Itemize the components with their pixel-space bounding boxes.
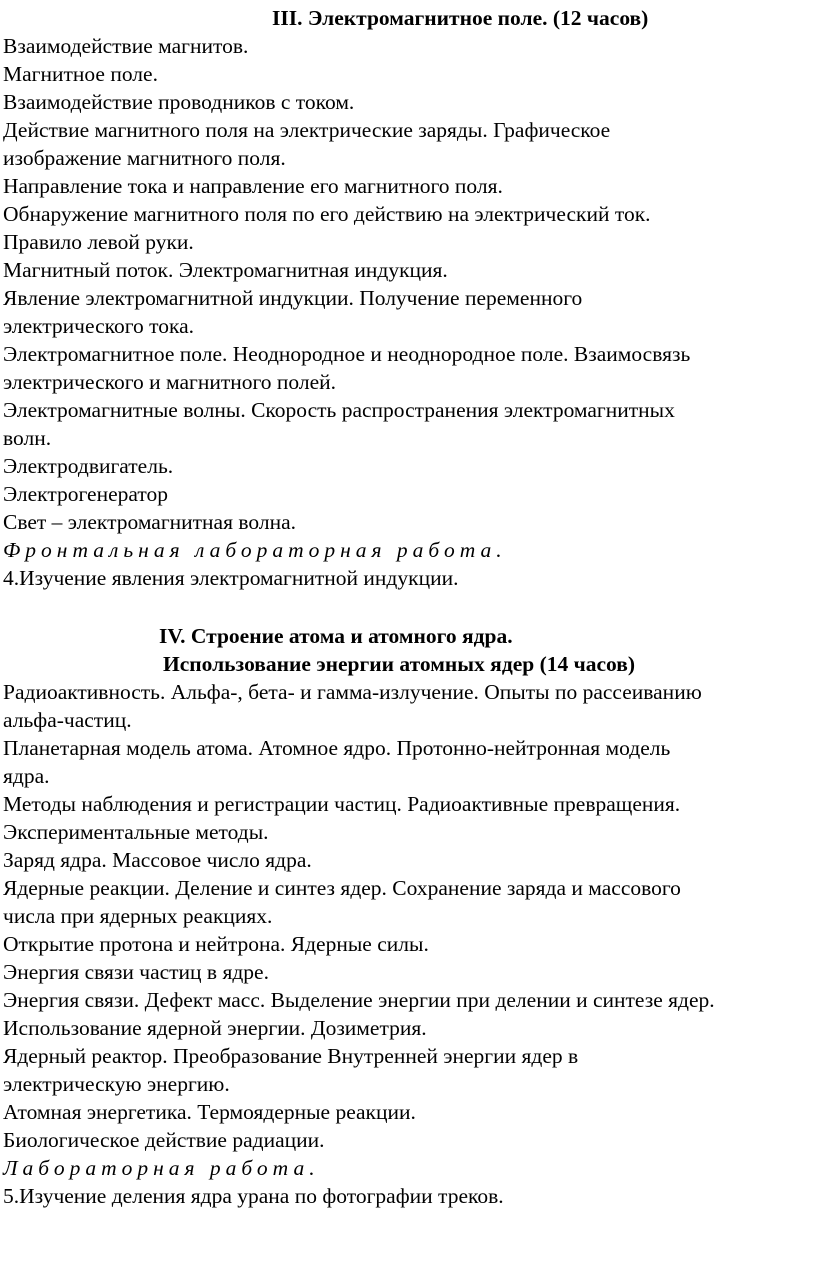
section4-line: Энергия связи частиц в ядре. — [3, 960, 269, 984]
section3-line: Взаимодействие проводников с током. — [3, 90, 355, 114]
section3-line: волн. — [3, 426, 52, 450]
section4-lab-heading: Лабораторная работа. — [3, 1156, 320, 1180]
section3-line: Электромагнитные волны. Скорость распространения электромагнитных — [3, 398, 675, 422]
section3-line: Электродвигатель. — [3, 454, 174, 478]
section4-line: Радиоактивность. Альфа-, бета- и гамма-излучение. Опыты по рассеиванию — [3, 680, 702, 704]
section4-heading-line2: Использование энергии атомных ядер (14 часов) — [163, 652, 636, 676]
section4-line: Биологическое действие радиации. — [3, 1128, 325, 1152]
section3-line: Явление электромагнитной индукции. Получение переменного — [3, 286, 583, 310]
section4-line: Планетарная модель атома. Атомное ядро. Протонно-нейтронная модель — [3, 736, 671, 760]
section3-line: Свет – электромагнитная волна. — [3, 510, 296, 534]
section4-line: Энергия связи. Дефект масс. Выделение энергии при делении и синтезе ядер. — [3, 988, 715, 1012]
section4-line: числа при ядерных реакциях. — [3, 904, 273, 928]
section3-line: Электрогенератор — [3, 482, 168, 506]
section3-line: Обнаружение магнитного поля по его действию на электрический ток. — [3, 202, 651, 226]
section3-line: электрического тока. — [3, 314, 195, 338]
section3-lab-heading: Фронтальная лабораторная работа. — [3, 538, 507, 562]
section3-line: Правило левой руки. — [3, 230, 194, 254]
section3-line: Магнитное поле. — [3, 62, 158, 86]
section4-line: ядра. — [3, 764, 50, 788]
section4-line: альфа-частиц. — [3, 708, 132, 732]
section4-line: электрическую энергию. — [3, 1072, 230, 1096]
section4-line: Открытие протона и нейтрона. Ядерные силы. — [3, 932, 429, 956]
section4-line: Атомная энергетика. Термоядерные реакции. — [3, 1100, 416, 1124]
section3-line: Взаимодействие магнитов. — [3, 34, 249, 58]
section4-line: Ядерные реакции. Деление и синтез ядер. Сохранение заряда и массового — [3, 876, 681, 900]
section3-line: Действие магнитного поля на электрические заряды. Графическое — [3, 118, 611, 142]
section4-line: Заряд ядра. Массовое число ядра. — [3, 848, 312, 872]
section4-line: Ядерный реактор. Преобразование Внутренней энергии ядер в — [3, 1044, 579, 1068]
section4-line: Методы наблюдения и регистрации частиц. Радиоактивные превращения. — [3, 792, 681, 816]
section3-line: Магнитный поток. Электромагнитная индукция. — [3, 258, 448, 282]
section4-lab-item: 5.Изучение деления ядра урана по фотографии треков. — [3, 1184, 504, 1208]
section3-line: Направление тока и направление его магнитного поля. — [3, 174, 503, 198]
section4-heading-line1: IV. Строение атома и атомного ядра. — [159, 624, 513, 648]
section4-line: Использование ядерной энергии. Дозиметрия. — [3, 1016, 427, 1040]
section3-heading: III. Электромагнитное поле. (12 часов) — [272, 6, 649, 30]
section3-line: изображение магнитного поля. — [3, 146, 286, 170]
section4-line: Экспериментальные методы. — [3, 820, 269, 844]
section3-line: Электромагнитное поле. Неоднородное и неоднородное поле. Взаимосвязь — [3, 342, 691, 366]
section3-line: электрического и магнитного полей. — [3, 370, 337, 394]
section3-lab-item: 4.Изучение явления электромагнитной индукции. — [3, 566, 459, 590]
